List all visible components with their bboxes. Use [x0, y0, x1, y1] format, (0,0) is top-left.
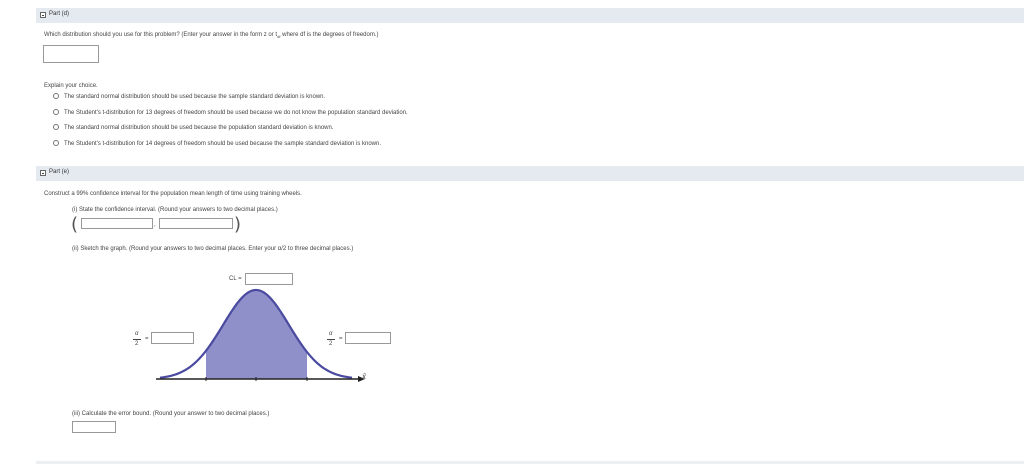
right-equals: =	[339, 336, 343, 342]
ci-upper-input[interactable]	[159, 218, 233, 229]
part-e-header[interactable]	[36, 166, 1024, 181]
left-fraction-bar	[133, 339, 141, 340]
bottom-divider	[36, 461, 1024, 464]
left-alpha-input[interactable]	[151, 332, 194, 344]
step-1-label: (i) State the confidence interval. (Round your answers to two decimal places.)	[72, 207, 278, 213]
ci-lower-input[interactable]	[81, 218, 153, 229]
left-alpha-den: 2	[135, 341, 139, 347]
part-d-title: Part (d)	[49, 11, 70, 17]
shaded-region	[206, 290, 307, 379]
explain-label: Explain your choice.	[44, 83, 98, 89]
right-fraction-bar	[327, 339, 335, 340]
left-alpha-num: α	[135, 331, 139, 337]
option-radio-3[interactable]	[53, 124, 59, 130]
option-label-4: The Student's t-distribution for 14 degrees of freedom should be used because the sample standard deviation is known.	[64, 141, 382, 147]
right-alpha-input[interactable]	[345, 332, 391, 344]
left-equals: =	[145, 336, 149, 342]
paren-comma: ,	[154, 222, 156, 228]
distribution-input[interactable]	[43, 45, 99, 63]
option-label-1: The standard normal distribution should be used because the sample standard deviation is known.	[64, 94, 326, 100]
right-alpha-num: α	[329, 331, 333, 337]
x-bar-label: x̄	[362, 372, 366, 381]
option-radio-1[interactable]	[53, 93, 59, 99]
step-3-label: (iii) Calculate the error bound. (Round your answer to two decimal places.)	[72, 411, 270, 417]
right-alpha-den: 2	[329, 341, 333, 347]
part-d-header[interactable]	[36, 8, 1024, 23]
collapse-icon[interactable]	[40, 12, 46, 18]
error-bound-input[interactable]	[72, 421, 116, 433]
part-d-question: Which distribution should you use for this problem? (Enter your answer in the form z or $t_{df}$ where df is the degrees of freedom.)	[44, 32, 379, 40]
cl-input[interactable]	[245, 273, 293, 285]
option-radio-4[interactable]	[53, 140, 59, 146]
option-label-3: The standard normal distribution should be used because the population standard deviation is known.	[64, 125, 334, 131]
part-e-intro: Construct a 99% confidence interval for the population mean length of time using training wheels.	[44, 191, 302, 197]
step-2-label: (ii) Sketch the graph. (Round your answers to two decimal places. Enter your α/2 to three decimal places.)	[72, 246, 354, 252]
collapse-icon[interactable]	[40, 170, 46, 176]
option-label-2: The Student's t-distribution for 13 degrees of freedom should be used because we do not know the population standard deviation.	[64, 110, 408, 116]
option-radio-2[interactable]	[53, 109, 59, 115]
part-e-title: Part (e)	[49, 169, 70, 175]
cl-label: CL =	[229, 276, 242, 282]
paren-close: )	[234, 214, 242, 235]
paren-open: (	[71, 214, 79, 235]
